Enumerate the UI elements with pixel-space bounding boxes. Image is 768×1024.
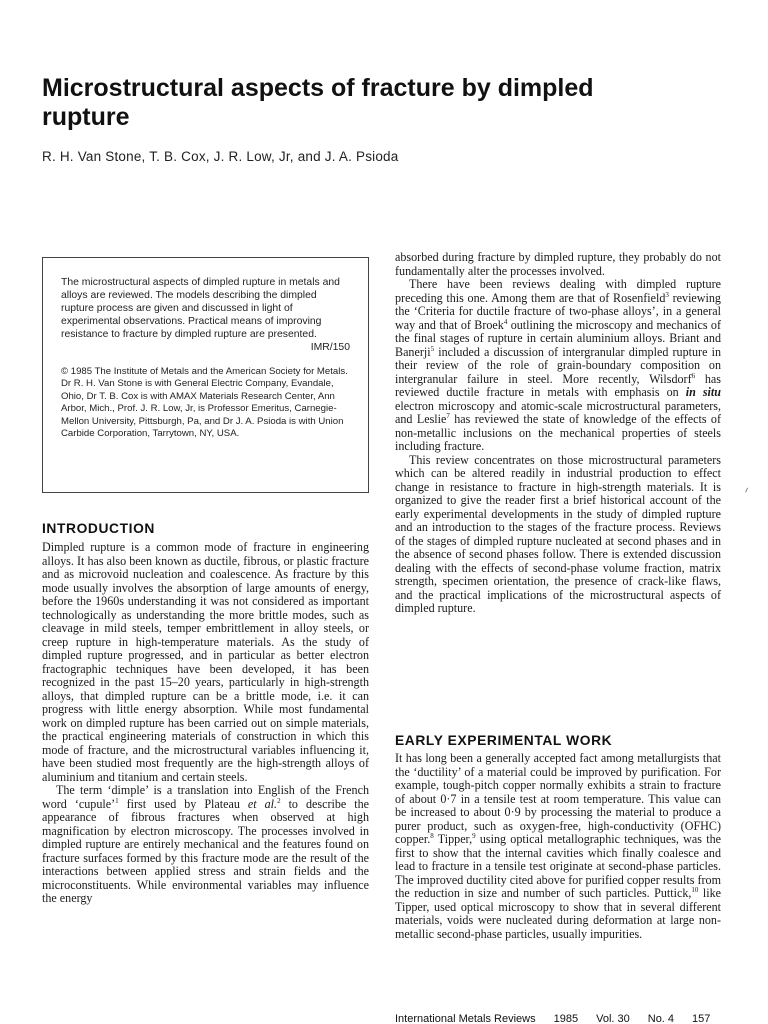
ref-superscript: 9 (472, 831, 476, 840)
ref-superscript: 1 (115, 796, 119, 805)
abstract-body: The microstructural aspects of dimpled rupture in metals and alloys are reviewed. The models describing the dimpled rupture process are given and discussed in light of experimental observations. Practical means of improving resistance to fracture by dimpled rupture are presented. (61, 277, 340, 340)
ref-superscript: 10 (691, 885, 699, 894)
early-p1-d: like Tipper, used optical microscopy to show that in several different materials, voids were nucleated during deformation at large non-metallic second-phase particles, usually impurities. (395, 886, 721, 941)
right-paragraph-2 (395, 278, 721, 454)
introduction-heading: INTRODUCTION (42, 521, 155, 536)
footer-volume: Vol. 30 (596, 1013, 630, 1024)
early-work-heading: EARLY EXPERIMENTAL WORK (395, 733, 613, 748)
introduction-column (42, 541, 369, 906)
right-p2-g: electron microscopy and atomic-scale microstructural parameters, and Leslie (395, 398, 721, 426)
intro-p2-text-a: The term ‘dimple’ is a translation into English of the French word ‘cupule’ (42, 783, 369, 811)
ref-superscript: 6 (691, 371, 696, 380)
early-paragraph-1 (395, 752, 721, 941)
early-p1-b: Tipper, (433, 832, 473, 846)
right-p2-c: outlining the microscopy and mechanics of the final stages of rupture in certain aluminium alloys. Briant and Banerji (395, 317, 721, 359)
right-p2-e: has reviewed ductile fracture in metals with emphasis on (395, 371, 721, 399)
ref-superscript: 2 (277, 796, 281, 805)
margin-mark (745, 488, 750, 494)
footer-number: No. 4 (647, 1013, 675, 1024)
intro-p2-etal: et al. (247, 796, 278, 811)
intro-paragraph-1: Dimpled rupture is a common mode of fracture in engineering alloys. It has also been known as ductile, fibrous, or plastic fracture and as microvoid nucleation and coalescence. As fracture by this mode usually involves the absorption of large amounts of energy, before the 1960s understanding it was not considered as important technologically as understanding the more brittle modes, such as cleavage in mild steels, temper embrittlement in alloy steels, or creep rupture in high-temperature materials. As the study of dimpled rupture progressed, and in particular as better electron fractographic techniques have been developed, it has been recognized in the past 15–20 years, particularly in high-strength alloys, that dimpled rupture can be a brittle mode, i.e. it can progress with little energy absorption. While most fundamental work on dimpled rupture has been carried out on simple materials, the practical engineering materials of construction in which this mode of fracture, and the microstructural variables influencing it, have been studied most frequently are the high-strength alloys of aluminium and titanium and certain steels. (42, 540, 369, 784)
intro-p2-text-b: first used by Plateau (118, 796, 248, 811)
right-p2-a: There have been reviews dealing with dimpled rupture preceding this one. Among them are that of Rosenfield (395, 277, 721, 305)
page-footer (395, 1013, 725, 1024)
footer-year: 1985 (553, 1013, 579, 1024)
abstract-ref: IMR/150 (310, 342, 350, 353)
abstract-text (61, 276, 350, 354)
ref-superscript: 5 (430, 344, 435, 353)
early-p1-a: It has long been a generally accepted fact among metallurgists that the ‘ductility’ of a material could be improved by purification. For example, tough-pitch copper normally exhibits a strain to fracture of about 0·7 in a tensile test at room temperature. This value can be increased to about 0·9 by processing the material to produce a purer product, such as oxygen-free, high-conductivity (OFHC) copper. (395, 751, 721, 846)
copyright-note: © 1985 The Institute of Metals and the American Society for Metals. Dr R. H. Van Stone is with General Electric Company, Evandale, Ohio, Dr T. B. Cox is with AMAX Materials Research Center, Ann Arbor, Mich., Prof. J. R. Low, Jr, is Professor Emeritus, Carnegie-Mellon University, Pittsburgh, Pa, and Dr J. A. Psioda is with Union Carbide Corporation, Tarrytown, NY, USA. (61, 366, 348, 440)
right-p2-h: has reviewed the state of knowledge of the effects of non-metallic inclusions on the mechanical properties of steels including fracture. (395, 412, 721, 453)
right-column-top (395, 251, 721, 616)
right-p2-insitu: in situ (685, 385, 721, 399)
ref-superscript: 7 (446, 411, 450, 420)
ref-superscript: 8 (430, 831, 434, 840)
right-paragraph-1: absorbed during fracture by dimpled rupture, they probably do not fundamentally alter the processes involved. (395, 250, 721, 278)
intro-p2-text-d: to describe the appearance of fibrous fractures when observed at high magnification by electron microscopy. The processes involved in dimpled rupture are entirely mechanical and the features found on fracture surfaces formed by this fracture mode are the result of the interactions between applied stress and strain fields and the microconstituents. While environmental variables may influence the energy (42, 796, 370, 905)
right-p2-b: reviewing the ‘Criteria for ductile fracture of two-phase alloys’, in a general way and that of Broek (395, 290, 721, 332)
authors-line: R. H. Van Stone, T. B. Cox, J. R. Low, Jr, and J. A. Psioda (42, 149, 399, 164)
ref-superscript: 4 (503, 317, 508, 326)
footer-page-number: 157 (692, 1013, 711, 1024)
abstract-box (42, 257, 369, 493)
early-work-column (395, 752, 721, 941)
early-p1-c: using optical metallographic techniques, was the first to show that the internal cavities which finally coalesce and lead to fracture in a tensile test originate at second-phase particles. The improved ductility cited above for purified copper results from the reduction in size and number of such particles. Puttick, (395, 832, 721, 900)
page-title: Microstructural aspects of fracture by dimpled rupture (42, 74, 594, 131)
right-paragraph-3: This review concentrates on those microstructural parameters which can be altered readily in industrial production to effect change in resistance to fracture in high-strength materials. It is organized to give the reader first a brief historical account of the early experimental developments in the study of dimpled rupture and an introduction to the stages of the fracture process. Reviews of the stages of dimpled rupture nucleated at second phases and in the absence of second phases follow. There is extended discussion dealing with the effects of second-phase volume fraction, matrix strength, specimen orientation, the presence of crack-like flaws, and the practical implications of the microstructural aspects of dimpled rupture. (395, 452, 721, 615)
intro-paragraph-2 (42, 784, 369, 906)
footer-journal: International Metals Reviews (395, 1013, 536, 1024)
right-p2-d: included a discussion of intergranular dimpled rupture in their review of the role of grain-boundary composition on intergranular failure in steel. More recently, Wilsdorf (395, 344, 721, 386)
ref-superscript: 3 (665, 290, 669, 299)
